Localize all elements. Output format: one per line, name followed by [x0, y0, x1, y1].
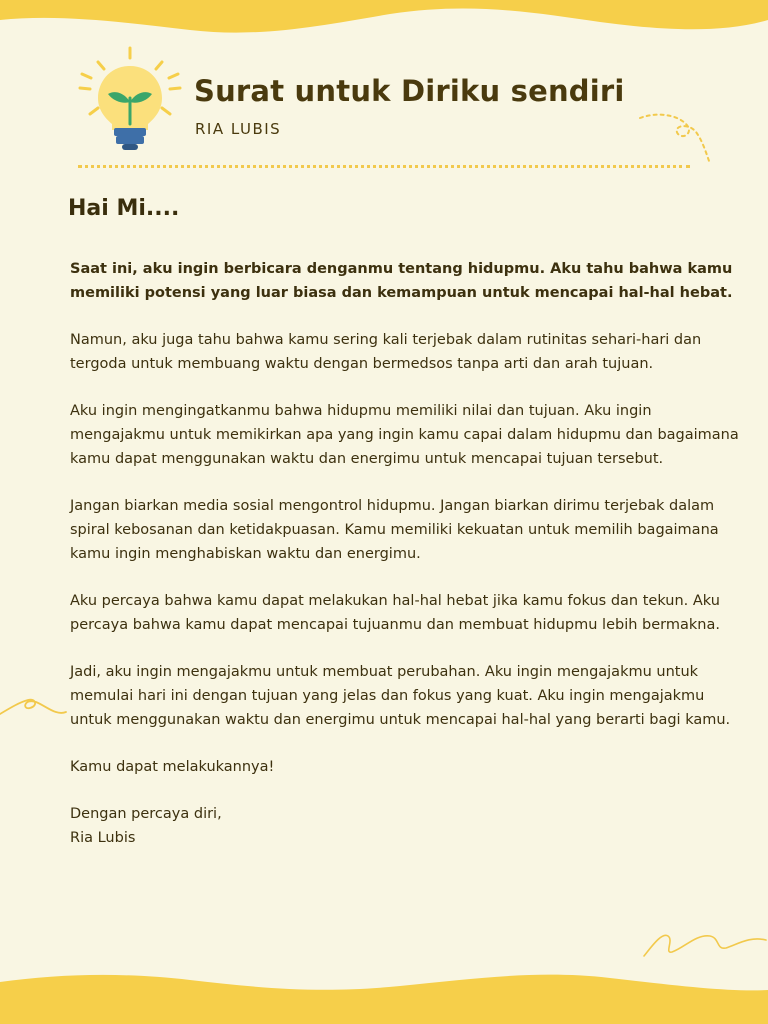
letter-paragraph: Jangan biarkan media sosial mengontrol hidupmu. Jangan biarkan dirimu terjebak dalam spiral kebosanan dan ketidakpuasan. Kamu memiliki kekuatan untuk memilih bagaimana kamu ingin menghabiskan waktu dan energimu.	[70, 498, 719, 562]
page-title: Surat untuk Diriku sendiri	[194, 74, 625, 108]
lightbulb-sprout-icon	[74, 44, 186, 156]
letter-closing: Dengan percaya diri,	[70, 806, 222, 822]
bottom-wave-decoration	[0, 964, 768, 1024]
squiggle-decoration	[0, 692, 70, 728]
dotted-divider	[78, 165, 690, 168]
letter-signature: Ria Lubis	[70, 830, 136, 846]
author-name: RIA LUBIS	[195, 120, 282, 138]
letter-body	[70, 257, 746, 850]
letter-paragraph: Kamu dapat melakukannya!	[70, 759, 275, 775]
letter-paragraph: Jadi, aku ingin mengajakmu untuk membuat perubahan. Aku ingin mengajakmu untuk memulai hari ini dengan tujuan yang jelas dan fokus yang kuat. Aku ingin mengajakmu untuk menggunakan waktu dan energimu untuk mencapai hal-hal yang berarti bagi kamu.	[70, 664, 731, 728]
letter-paragraph: Aku percaya bahwa kamu dapat melakukan hal-hal hebat jika kamu fokus dan tekun. Aku percaya bahwa kamu dapat mencapai tujuanmu dan membuat hidupmu lebih bermakna.	[70, 593, 720, 633]
squiggle-decoration	[636, 110, 716, 170]
top-wave-decoration	[0, 0, 768, 50]
letter-paragraph: Namun, aku juga tahu bahwa kamu sering kali terjebak dalam rutinitas sehari-hari dan tergoda untuk membuang waktu dengan bermedsos tanpa arti dan arah tujuan.	[70, 332, 702, 372]
letter-paragraph: Saat ini, aku ingin berbicara denganmu tentang hidupmu. Aku tahu bahwa kamu memiliki potensi yang luar biasa dan kemampuan untuk mencapai hal-hal hebat.	[70, 261, 733, 301]
letter-paragraph: Aku ingin mengingatkanmu bahwa hidupmu memiliki nilai dan tujuan. Aku ingin mengajakmu untuk memikirkan apa yang ingin kamu capai dalam hidupmu dan bagaimana kamu dapat menggunakan waktu dan energimu untuk mencapai tujuan tersebut.	[70, 403, 739, 467]
letter-greeting: Hai Mi....	[68, 196, 180, 221]
squiggle-decoration	[640, 924, 768, 964]
